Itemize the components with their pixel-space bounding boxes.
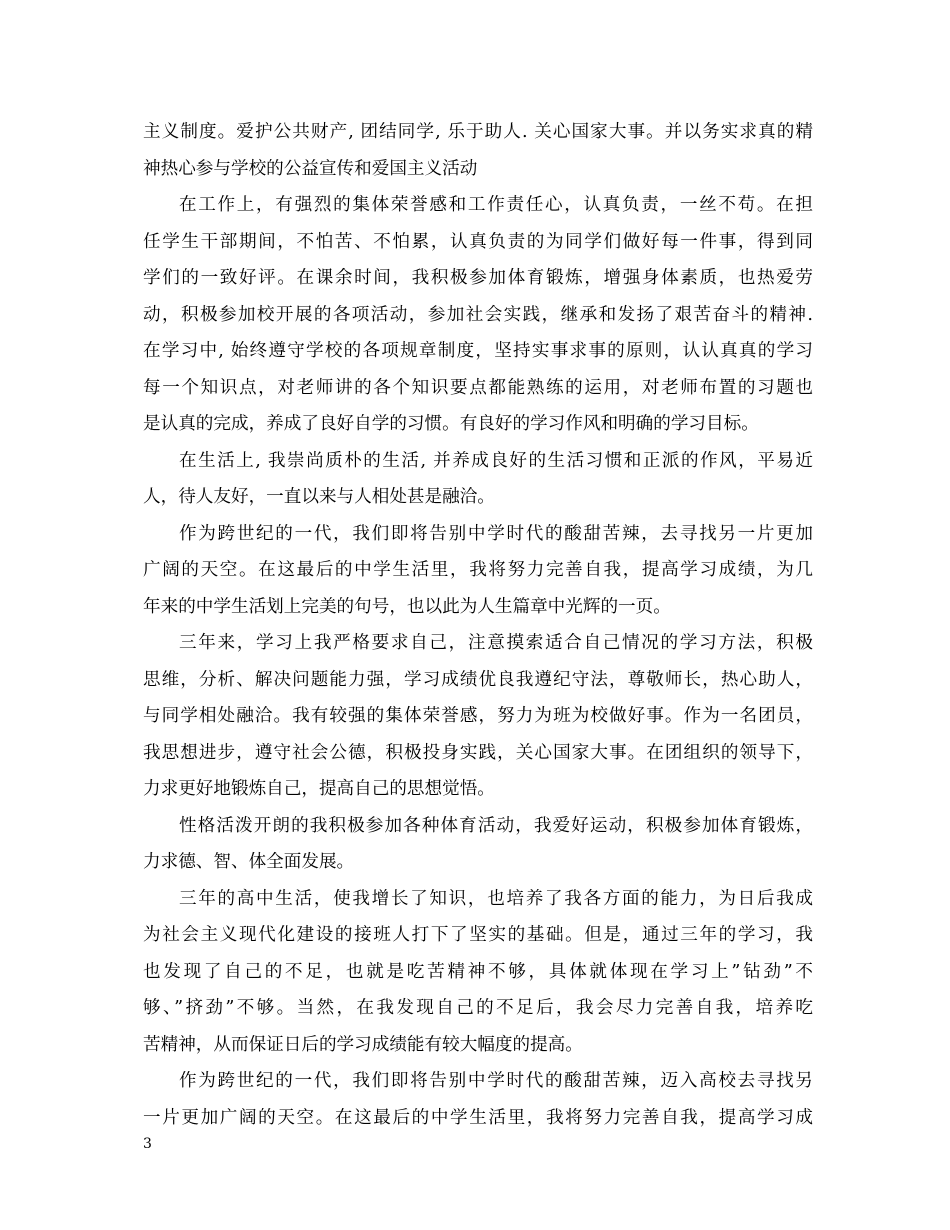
text-line: 够、”挤劲”不够。当然，在我发现自己的不足后，我会尽力完善自我，培养吃 [143,998,813,1018]
text-line: 学们的一致好评。在课余时间，我积极参加体育锻炼，增强身体素质，也热爱劳 [143,268,813,288]
text-line: 三年的高中生活，使我增长了知识，也培养了我各方面的能力，为日后我成 [179,888,813,909]
text-line: 力求德、智、体全面发展。 [143,852,355,872]
page-number: 3 [143,1136,152,1152]
text-line: 年来的中学生活划上完美的句号，也以此为人生篇章中光辉的一页。 [143,596,671,617]
text-line: 力求更好地锻炼自己，提高自己的思想觉悟。 [143,779,495,799]
text-line: 苦精神，从而保证日后的学习成绩能有较大幅度的提高。 [143,1034,583,1055]
text-line: 一片更加广阔的天空。在这最后的中学生活里，我将努力完善自我，提高学习成 [143,1107,813,1128]
text-line: 作为跨世纪的一代，我们即将告别中学时代的酸甜苦辣，去寻找另一片更加 [179,523,813,544]
body-text [143,114,813,1136]
text-line: 神热心参与学校的公益宣传和爱国主义活动 [143,158,478,179]
text-line: 任学生干部期间，不怕苦、不怕累，认真负责的为同学们做好每一件事，得到同 [143,231,813,252]
text-line: 动，积极参加校开展的各项活动，参加社会实践，继承和发扬了艰苦奋斗的精神. [143,304,813,325]
text-line: 性格活泼开朗的我积极参加各种体育活动，我爱好运动，积极参加体育锻炼， [179,815,813,836]
text-line: 思维，分析、解决问题能力强，学习成绩优良我遵纪守法，尊敬师长，热心助人， [143,669,813,690]
text-line: 广阔的天空。在这最后的中学生活里，我将努力完善自我，提高学习成绩，为几 [143,560,813,580]
text-line: 三年来，学习上我严格要求自己，注意摸索适合自己情况的学习方法，积极 [179,633,813,653]
text-line: 是认真的完成，养成了良好自学的习惯。有良好的学习作风和明确的学习目标。 [143,414,759,434]
text-line: 在工作上，有强烈的集体荣誉感和工作责任心，认真负责，一丝不苟。在担 [179,195,813,215]
text-line: 人，待人友好，一直以来与人相处甚是融洽。 [143,487,495,507]
text-line: 每一个知识点，对老师讲的各个知识要点都能熟练的运用，对老师布置的习题也 [143,377,813,398]
text-line: 我思想进步，遵守社会公德，积极投身实践，关心国家大事。在团组织的领导下， [143,742,813,763]
text-line: 在学习中, 始终遵守学校的各项规章制度，坚持实事求事的原则，认认真真的学习 [143,341,813,361]
text-line: 也发现了自己的不足，也就是吃苦精神不够，具体就体现在学习上”钻劲”不 [143,961,813,982]
text-line: 与同学相处融洽。我有较强的集体荣誉感，努力为班为校做好事。作为一名团员， [143,706,813,726]
text-line: 在生活上, 我崇尚质朴的生活, 并养成良好的生活习惯和正派的作风，平易近 [179,450,813,471]
text-line: 为社会主义现代化建设的接班人打下了坚实的基础。但是，通过三年的学习，我 [143,925,813,945]
text-line: 作为跨世纪的一代，我们即将告别中学时代的酸甜苦辣，迈入高校去寻找另 [179,1071,813,1091]
text-line: 主义制度。爱护公共财产, 团结同学, 乐于助人. 关心国家大事。并以务实求真的精 [143,122,813,142]
